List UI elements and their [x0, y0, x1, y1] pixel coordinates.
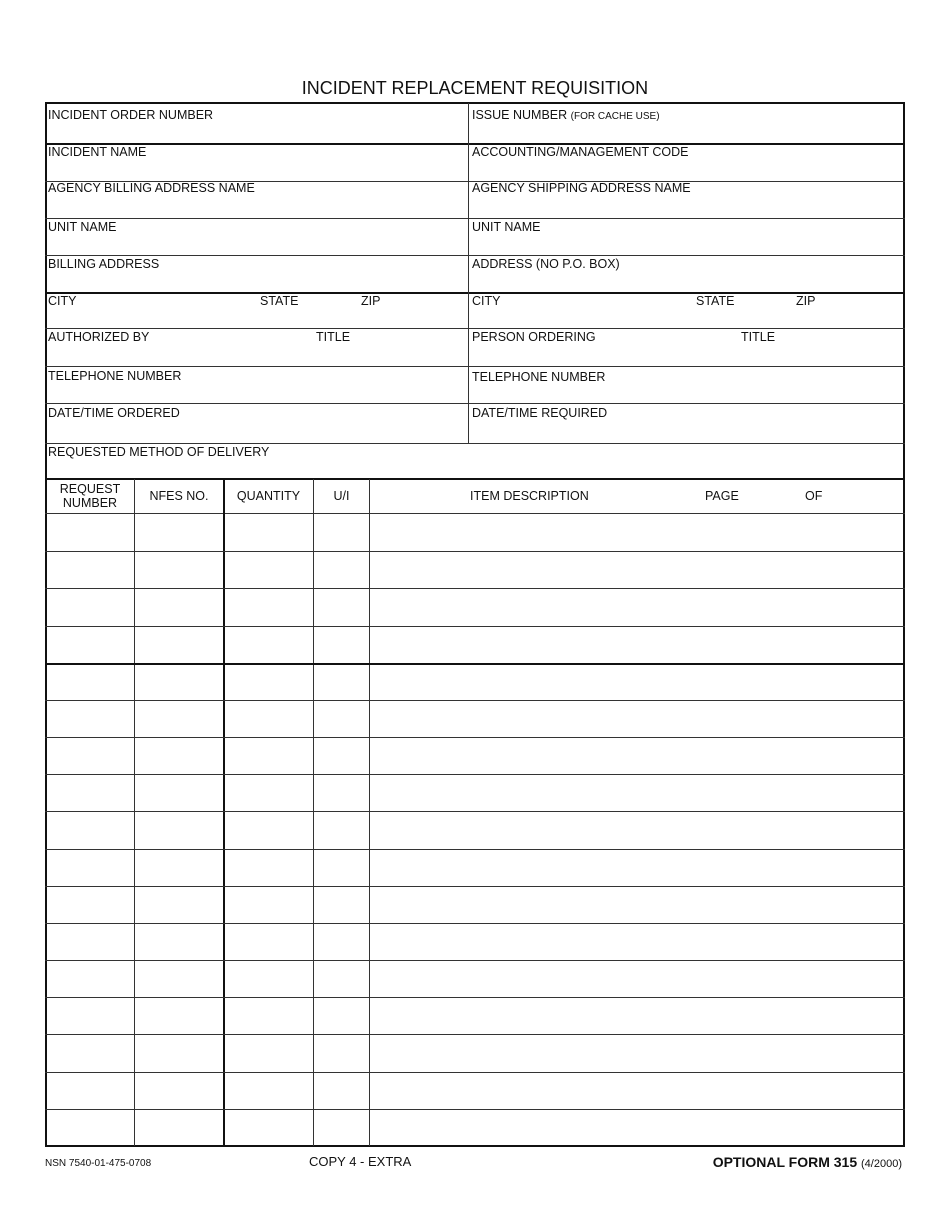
nfes-no-cell[interactable]	[135, 850, 223, 885]
ui-cell[interactable]	[314, 961, 369, 996]
page-number-field[interactable]	[742, 484, 800, 510]
ui-cell[interactable]	[314, 1035, 369, 1070]
unit-name-right-label: UNIT NAME	[472, 220, 541, 234]
request-number-cell[interactable]	[46, 812, 134, 847]
request-number-cell[interactable]	[46, 664, 134, 699]
incident-name-label: INCIDENT NAME	[48, 145, 147, 159]
item-description-cell[interactable]	[370, 775, 904, 810]
incident-order-number-label: INCIDENT ORDER NUMBER	[48, 108, 214, 122]
copy-label: COPY 4 - EXTRA	[309, 1154, 412, 1169]
nfes-no-cell[interactable]	[135, 627, 223, 662]
ui-cell[interactable]	[314, 627, 369, 662]
form-revision: (4/2000)	[861, 1158, 902, 1170]
unit-name-right-field[interactable]	[469, 219, 904, 254]
quantity-cell[interactable]	[225, 1073, 313, 1108]
divider	[45, 478, 905, 480]
item-description-cell[interactable]	[370, 627, 904, 662]
person-ordering-label: PERSON ORDERING	[472, 330, 596, 344]
nfes-no-cell[interactable]	[135, 1073, 223, 1108]
form-number: OPTIONAL FORM 315 (4/2000)	[712, 1154, 902, 1170]
state-left-label: STATE	[260, 294, 299, 308]
quantity-cell[interactable]	[225, 627, 313, 662]
item-description-cell[interactable]	[370, 1035, 904, 1070]
unit-name-left-label: UNIT NAME	[48, 220, 117, 234]
nfes-no-header: NFES NO.	[149, 489, 209, 503]
page-label: PAGE	[705, 489, 739, 503]
item-description-cell[interactable]	[370, 1073, 904, 1108]
quantity-cell[interactable]	[225, 701, 313, 736]
item-description-cell[interactable]	[370, 998, 904, 1033]
telephone-left-field[interactable]	[46, 367, 467, 402]
nfes-no-cell[interactable]	[135, 924, 223, 959]
title-right-label: TITLE	[741, 330, 776, 344]
ui-cell[interactable]	[314, 998, 369, 1033]
billing-address-label: BILLING ADDRESS	[48, 257, 160, 271]
nfes-no-cell[interactable]	[135, 998, 223, 1033]
nfes-no-cell[interactable]	[135, 961, 223, 996]
datetime-ordered-label: DATE/TIME ORDERED	[48, 406, 180, 420]
nfes-no-cell[interactable]	[135, 887, 223, 922]
city-state-zip-right-field[interactable]	[469, 294, 904, 327]
divider	[45, 513, 905, 514]
ui-cell[interactable]	[314, 924, 369, 959]
quantity-cell[interactable]	[225, 664, 313, 699]
zip-left-label: ZIP	[361, 294, 381, 308]
ui-cell[interactable]	[314, 887, 369, 922]
item-description-cell[interactable]	[370, 701, 904, 736]
quantity-cell[interactable]	[225, 961, 313, 996]
quantity-header: QUANTITY	[236, 489, 301, 503]
datetime-ordered-field[interactable]	[46, 404, 467, 442]
item-description-cell[interactable]	[370, 961, 904, 996]
authorized-by-label: AUTHORIZED BY	[48, 330, 150, 344]
incident-name-field[interactable]	[46, 145, 467, 180]
request-number-cell[interactable]	[46, 1110, 134, 1145]
request-number-cell[interactable]	[46, 998, 134, 1033]
telephone-right-field[interactable]	[469, 367, 904, 402]
ui-cell[interactable]	[314, 515, 369, 550]
form-title: INCIDENT REPLACEMENT REQUISITION	[301, 78, 649, 98]
nsn-number: NSN 7540-01-475-0708	[45, 1158, 152, 1169]
nfes-no-cell[interactable]	[135, 1110, 223, 1145]
item-description-cell[interactable]	[370, 515, 904, 550]
request-number-cell[interactable]	[46, 961, 134, 996]
request-number-cell[interactable]	[46, 701, 134, 736]
quantity-cell[interactable]	[225, 775, 313, 810]
quantity-cell[interactable]	[225, 812, 313, 847]
item-description-cell[interactable]	[370, 812, 904, 847]
agency-shipping-field[interactable]	[469, 182, 904, 217]
request-number-cell[interactable]	[46, 552, 134, 587]
telephone-left-label: TELEPHONE NUMBER	[48, 369, 182, 383]
quantity-cell[interactable]	[225, 998, 313, 1033]
request-number-cell[interactable]	[46, 924, 134, 959]
item-description-header: ITEM DESCRIPTION	[470, 489, 589, 503]
shipping-address-label: ADDRESS (NO P.O. BOX)	[472, 257, 620, 271]
request-number-cell[interactable]	[46, 627, 134, 662]
datetime-required-label: DATE/TIME REQUIRED	[472, 406, 608, 420]
request-number-cell[interactable]	[46, 775, 134, 810]
ui-cell[interactable]	[314, 812, 369, 847]
telephone-right-label: TELEPHONE NUMBER	[472, 370, 606, 384]
city-right-label: CITY	[472, 294, 501, 308]
authorized-by-field[interactable]	[46, 329, 467, 365]
incident-order-number-field[interactable]	[46, 104, 467, 142]
datetime-required-field[interactable]	[469, 404, 904, 442]
issue-number-label: ISSUE NUMBER (FOR CACHE USE)	[472, 108, 660, 122]
item-description-cell[interactable]	[370, 552, 904, 587]
shipping-address-field[interactable]	[469, 256, 904, 291]
state-right-label: STATE	[696, 294, 735, 308]
quantity-cell[interactable]	[225, 515, 313, 550]
quantity-cell[interactable]	[225, 1035, 313, 1070]
delivery-method-field[interactable]	[46, 444, 904, 477]
quantity-cell[interactable]	[225, 738, 313, 773]
city-left-label: CITY	[48, 294, 77, 308]
ui-cell[interactable]	[314, 738, 369, 773]
ui-cell[interactable]	[314, 664, 369, 699]
ui-cell[interactable]	[314, 1073, 369, 1108]
nfes-no-cell[interactable]	[135, 701, 223, 736]
request-number-cell[interactable]	[46, 1035, 134, 1070]
nfes-no-cell[interactable]	[135, 1035, 223, 1070]
ui-cell[interactable]	[314, 589, 369, 624]
request-number-cell[interactable]	[46, 887, 134, 922]
quantity-cell[interactable]	[225, 924, 313, 959]
request-number-cell[interactable]	[46, 850, 134, 885]
nfes-no-cell[interactable]	[135, 515, 223, 550]
quantity-cell[interactable]	[225, 887, 313, 922]
item-description-cell[interactable]	[370, 738, 904, 773]
nfes-no-cell[interactable]	[135, 664, 223, 699]
quantity-cell[interactable]	[225, 552, 313, 587]
quantity-cell[interactable]	[225, 1110, 313, 1145]
nfes-no-cell[interactable]	[135, 738, 223, 773]
ui-cell[interactable]	[314, 850, 369, 885]
issue-number-note: (FOR CACHE USE)	[570, 111, 660, 122]
zip-right-label: ZIP	[796, 294, 816, 308]
quantity-cell[interactable]	[225, 589, 313, 624]
request-number-cell[interactable]	[46, 515, 134, 550]
ui-cell[interactable]	[314, 552, 369, 587]
item-description-cell[interactable]	[370, 1110, 904, 1145]
nfes-no-cell[interactable]	[135, 812, 223, 847]
ui-cell[interactable]	[314, 1110, 369, 1145]
accounting-code-label: ACCOUNTING/MANAGEMENT CODE	[472, 145, 689, 159]
billing-address-field[interactable]	[46, 256, 467, 291]
item-description-cell[interactable]	[370, 664, 904, 699]
request-number-cell[interactable]	[46, 738, 134, 773]
quantity-cell[interactable]	[225, 850, 313, 885]
city-state-zip-left-field[interactable]	[46, 294, 467, 327]
accounting-code-field[interactable]	[469, 145, 904, 180]
unit-name-left-field[interactable]	[46, 219, 467, 254]
item-description-cell[interactable]	[370, 589, 904, 624]
agency-billing-label: AGENCY BILLING ADDRESS NAME	[48, 181, 255, 195]
item-description-cell[interactable]	[370, 924, 904, 959]
of-label: OF	[805, 489, 823, 503]
request-number-cell[interactable]	[46, 589, 134, 624]
request-number-header: REQUEST NUMBER	[59, 482, 121, 510]
title-left-label: TITLE	[316, 330, 351, 344]
person-ordering-field[interactable]	[469, 329, 904, 365]
issue-number-field[interactable]	[469, 104, 904, 142]
agency-billing-field[interactable]	[46, 182, 467, 217]
nfes-no-cell[interactable]	[135, 775, 223, 810]
ui-cell[interactable]	[314, 701, 369, 736]
agency-shipping-label: AGENCY SHIPPING ADDRESS NAME	[472, 181, 691, 195]
nfes-no-cell[interactable]	[135, 552, 223, 587]
delivery-method-label: REQUESTED METHOD OF DELIVERY	[48, 445, 270, 459]
nfes-no-cell[interactable]	[135, 589, 223, 624]
request-number-cell[interactable]	[46, 1073, 134, 1108]
item-description-cell[interactable]	[370, 887, 904, 922]
item-description-cell[interactable]	[370, 850, 904, 885]
ui-header: U/I	[333, 489, 350, 503]
ui-cell[interactable]	[314, 775, 369, 810]
page-total-field[interactable]	[825, 484, 903, 510]
